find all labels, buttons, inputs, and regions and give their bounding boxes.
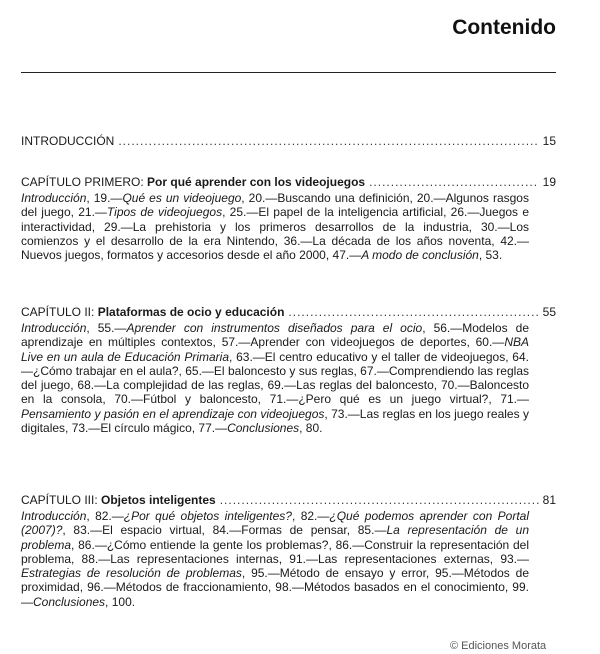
toc-entry-page: 55 [542,305,556,319]
title-rule [21,72,556,73]
chapter-title: Por qué aprender con los videojuegos [147,175,366,189]
section-text: , 83.—El espacio virtual, 84.—Formas de pensar, 85.— [62,523,387,538]
section-text: , 20.—Buscando una definición, 20.—Algunos rasgos del juego, 21.— [21,191,529,220]
section-text: , 25.—El papel de la inteligencia artificial, 26.—Juegos e interactividad, 29.—La prehistoria y los primeros desarrollos de la industria, 30.—Los comienzos y el desarrollo de la era Nintendo, 36.—La década de los años noventa, 42.—Nuevos juegos, formatos y accesorios desde el año 2000, 47.— [21,205,529,263]
toc-entry-introduccion [21,134,556,148]
section-title-italic: Introducción [21,321,87,335]
section-text: , 82.— [86,509,124,523]
section-title-italic: La representación de un problema [21,523,529,552]
leader-dots [369,175,539,189]
section-title-italic: ¿Por qué objetos inteligentes? [123,509,292,523]
chapter-subentries [21,191,529,262]
section-title-italic: Conclusiones [227,421,300,436]
section-title-italic: Introducción [21,191,87,205]
section-text: , 73.—Las reglas en los juego reales y digitales, 73.—El círculo mágico, 77.— [21,406,529,436]
chapter-subentries [21,509,529,609]
section-title-italic: Qué es un videojuego [122,191,242,205]
toc-entry-capitulo-1 [21,175,556,189]
chapter-title: Objetos inteligentes [101,493,216,507]
section-text: , 53. [478,248,503,263]
section-title-italic: Pensamiento y pasión en el aprendizaje con videojuegos [21,406,325,421]
chapter-subentries [21,321,529,435]
toc-entry-label: INTRODUCCIÓN [21,134,115,148]
section-title-italic: NBA Live en un aula de Educación Primaria [21,335,529,364]
section-title-italic: A modo de conclusión [361,248,479,263]
section-text: , 95.—Método de ensayo y error, 95.—Métodos de proximidad, 96.—Métodos de fraccionamiento, 98.—Métodos basados en el conocimiento, 99.— [21,566,529,609]
section-title-italic: Aprender con instrumentos diseñados para el ocio [126,321,423,335]
footer-fragment: © Ediciones Morata [450,640,547,652]
chapter-heading [21,305,284,319]
toc-entry-page: 81 [542,493,556,507]
section-text: , 63.—El centro educativo y el taller de videojuegos, 64.—¿Cómo trabajar en el aula?, 65.—El baloncesto y sus reglas, 67.—Comprendiendo las reglas del juego, 68.—La complejidad de las reglas, 69.—Las reglas del baloncesto, 70.—Baloncesto en la consola, 70.—Fútbol y baloncesto, 71.—¿Pero qué es un juego virtual?, 71.— [21,349,529,407]
toc-entry-page: 15 [542,134,556,148]
section-text: , 80. [299,421,323,436]
section-text: , 19.— [86,191,123,205]
section-text: , 82.— [292,509,330,523]
section-text: , 86.—¿Cómo entiende la gente los problemas?, 86.—Construir la representación del problema, 88.—Las representaciones internas, 91.—Las representaciones externas, 93.— [21,537,529,566]
chapter-prefix: CAPÍTULO III: [21,493,102,507]
chapter-prefix: CAPÍTULO II: [21,305,98,319]
section-title-italic: Introducción [21,509,87,523]
section-title-italic: Tipos de videojuegos [106,205,223,220]
leader-dots [220,493,539,507]
section-text: , 100. [105,594,136,609]
section-title-italic: Estrategias de resolución de problemas [21,566,242,581]
chapter-heading [21,175,365,189]
toc-entry-page: 19 [542,175,556,189]
section-title-italic: Conclusiones [33,594,106,609]
toc-entry-capitulo-3 [21,493,556,507]
section-text: , 56.—Modelos de aprendizaje en múltiples contextos, 57.—Aprender con videojuegos de deportes, 60.— [21,321,529,350]
leader-dots [118,134,538,148]
chapter-prefix: CAPÍTULO PRIMERO: [21,175,148,189]
toc-entry-capitulo-2 [21,305,556,319]
section-title-italic: ¿Qué podemos aprender con Portal (2007)? [21,509,529,538]
page-title: Contenido [452,16,556,39]
chapter-heading [21,493,216,507]
chapter-title: Plataformas de ocio y educación [97,305,285,319]
leader-dots [288,305,538,319]
section-text: , 55.— [86,321,127,335]
